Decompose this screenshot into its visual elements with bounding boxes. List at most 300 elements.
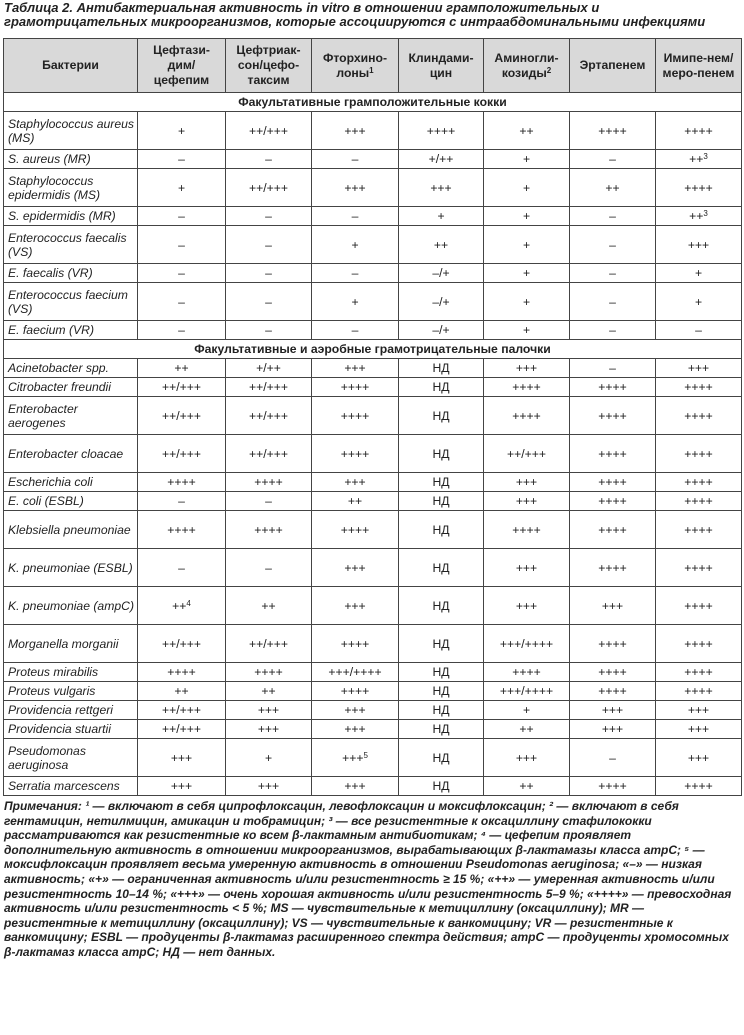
activity-value: ++/+++ [162, 380, 201, 394]
activity-cell [312, 473, 399, 492]
activity-value: +++ [344, 722, 366, 736]
activity-cell [484, 663, 570, 682]
activity-value: – [609, 266, 616, 280]
activity-value: – [695, 323, 702, 337]
activity-value: + [522, 152, 531, 166]
table-row [4, 663, 742, 682]
activity-value: НД [432, 779, 450, 793]
footnote-mark: 3 [703, 152, 708, 161]
activity-value: НД [432, 408, 450, 423]
activity-value: +++ [344, 475, 366, 489]
activity-value: +++/++++ [499, 684, 554, 698]
activity-cell [484, 549, 570, 587]
activity-cell [226, 283, 312, 321]
activity-value: –/+ [432, 266, 450, 280]
activity-cell [399, 397, 484, 435]
activity-cell [399, 321, 484, 340]
activity-value: + [522, 180, 531, 195]
activity-value: – [351, 323, 359, 337]
activity-cell [312, 511, 399, 549]
table-row [4, 283, 742, 321]
section-title: Факультативные грамположительные кокки [4, 93, 742, 112]
activity-value: ++++ [512, 665, 541, 679]
activity-value: – [265, 560, 272, 575]
table-row [4, 264, 742, 283]
activity-value: –/+ [432, 294, 450, 309]
activity-cell [138, 701, 226, 720]
activity-value: + [522, 703, 531, 717]
activity-cell [138, 169, 226, 207]
activity-cell [138, 777, 226, 796]
activity-cell [656, 473, 742, 492]
footnote-mark: 5 [363, 750, 368, 760]
activity-cell [312, 264, 399, 283]
table-body [4, 93, 742, 796]
activity-value: НД [432, 665, 450, 679]
activity-value: ++++ [512, 380, 541, 394]
activity-cell [399, 226, 484, 264]
activity-value: ++++ [684, 779, 713, 793]
activity-cell [138, 226, 226, 264]
activity-cell [656, 207, 742, 226]
activity-cell [312, 112, 399, 150]
activity-value: +++ [515, 750, 538, 765]
activity-value: – [265, 266, 272, 280]
activity-table [3, 38, 742, 796]
activity-value: +++ [344, 180, 366, 195]
activity-value: ++/+++ [162, 703, 201, 717]
activity-cell [226, 625, 312, 663]
activity-cell [312, 435, 399, 473]
activity-value: ++++ [684, 123, 713, 138]
bacteria-name: Escherichia coli [4, 473, 138, 492]
activity-value: +++ [515, 361, 538, 375]
activity-cell [484, 435, 570, 473]
activity-cell [226, 207, 312, 226]
activity-cell [312, 777, 399, 796]
activity-cell [656, 283, 742, 321]
activity-value: +++ [687, 750, 710, 765]
bacteria-name: Enterobacter cloacae [4, 435, 138, 473]
activity-value: + [351, 237, 359, 252]
bacteria-name: Morganella morganii [4, 625, 138, 663]
activity-value: ++++ [167, 475, 196, 489]
activity-value: ++++ [684, 665, 713, 679]
activity-cell [138, 397, 226, 435]
activity-value: – [609, 361, 616, 375]
activity-cell [570, 207, 656, 226]
activity-value: + [351, 294, 359, 309]
activity-value: +++ [687, 703, 710, 717]
table-row [4, 321, 742, 340]
activity-value: – [178, 294, 185, 309]
table-row [4, 720, 742, 739]
activity-value: +++ [344, 703, 366, 717]
activity-value: +++ [342, 750, 364, 765]
activity-value: – [178, 266, 185, 280]
header-bacteria [4, 39, 138, 93]
activity-value: НД [432, 750, 450, 765]
bacteria-name: Staphylococcus epidermidis (MS) [4, 169, 138, 207]
activity-value: + [694, 294, 703, 309]
table-row [4, 739, 742, 777]
header-footnote-mark: 1 [369, 65, 374, 75]
activity-value: ++/+++ [249, 408, 288, 423]
activity-cell [484, 625, 570, 663]
activity-cell [138, 682, 226, 701]
activity-cell [656, 549, 742, 587]
activity-cell [226, 112, 312, 150]
activity-value: – [178, 494, 185, 508]
activity-value: ++ [605, 180, 620, 195]
table-row [4, 397, 742, 435]
activity-value: + [522, 323, 531, 337]
activity-cell [570, 625, 656, 663]
activity-cell [656, 625, 742, 663]
table-row [4, 169, 742, 207]
activity-cell [656, 321, 742, 340]
bacteria-name: Staphylococcus aureus (MS) [4, 112, 138, 150]
activity-value: ++++ [340, 446, 370, 461]
activity-cell [656, 150, 742, 169]
activity-value: ++++ [598, 522, 627, 537]
activity-cell [570, 112, 656, 150]
activity-cell [484, 169, 570, 207]
activity-cell [570, 492, 656, 511]
activity-value: ++++ [254, 522, 283, 537]
activity-value: ++/+++ [162, 722, 201, 736]
activity-cell [226, 435, 312, 473]
activity-cell [138, 739, 226, 777]
activity-cell [312, 492, 399, 511]
activity-value: НД [432, 446, 450, 461]
activity-cell [399, 492, 484, 511]
footnote-mark: 4 [186, 598, 191, 608]
bacteria-name: Klebsiella pneumoniae [4, 511, 138, 549]
activity-value: +++ [515, 598, 538, 613]
activity-cell [226, 359, 312, 378]
activity-value: +++ [344, 361, 366, 375]
activity-value: ++++ [684, 475, 713, 489]
activity-cell [138, 264, 226, 283]
table-row [4, 587, 742, 625]
activity-value: – [265, 152, 272, 166]
activity-value: +++/++++ [499, 636, 554, 651]
activity-value: ++++ [340, 684, 370, 698]
activity-value: ++ [261, 684, 276, 698]
activity-value: +++ [601, 598, 624, 613]
activity-value: – [178, 209, 185, 223]
activity-cell [656, 701, 742, 720]
activity-cell [226, 701, 312, 720]
activity-value: НД [432, 560, 450, 575]
activity-value: +++ [687, 361, 710, 375]
activity-value: ++/+++ [249, 123, 288, 138]
activity-value: ++/+++ [162, 636, 201, 651]
activity-cell [226, 226, 312, 264]
activity-cell [570, 720, 656, 739]
activity-value: ++++ [684, 380, 713, 394]
activity-cell [312, 625, 399, 663]
table-row [4, 549, 742, 587]
activity-cell [656, 397, 742, 435]
activity-cell [656, 435, 742, 473]
activity-value: + [177, 180, 186, 195]
activity-cell [399, 359, 484, 378]
activity-value: ++++ [340, 636, 370, 651]
activity-cell [138, 663, 226, 682]
activity-cell [138, 321, 226, 340]
activity-value: НД [432, 598, 450, 613]
activity-value: +++ [515, 475, 538, 489]
activity-cell [570, 682, 656, 701]
bacteria-name: E. coli (ESBL) [4, 492, 138, 511]
header-antibiotic [138, 39, 226, 93]
header-antibiotic [656, 39, 742, 93]
table-header-row [4, 39, 742, 93]
activity-value: – [609, 294, 616, 309]
footnote-mark: 3 [703, 209, 708, 218]
bacteria-name: S. aureus (MR) [4, 150, 138, 169]
activity-cell [399, 720, 484, 739]
activity-cell [656, 264, 742, 283]
activity-cell [226, 682, 312, 701]
activity-value: – [609, 209, 616, 223]
activity-cell [399, 549, 484, 587]
table-notes: Примечания: ¹ — включают в себя ципрофлоксацин, левофлоксацин и моксифлоксацин; ² — включают в себя гентамицин, нетилмицин, амикацин и тобрамицин; ³ — все резистентные к оксациллину стафилококки рассматриваются как резистентные ко всем β-лактамным антибиотикам; ⁴ — цефепим проявляет дополнительную активность в отношении микроорганизмов, вырабатывающих β-лактамазы класса ampC; ⁵ — моксифлоксацин проявляет весьма умеренную активность в отношении Pseudomonas aeruginosa; «–» — низкая активность; «+» — ограниченная активность и/или резистентность ≥ 15 %; «++» — умеренная активность и/или резистентность 10–14 %; «+++» — очень хорошая активность и/или резистентность 5–9 %; «++++» — превосходная активность и/или резистентность < 5 %; MS — чувствительные к метициллину (оксациллину); MR — резистентные к метициллину (оксациллину); VS — чувствительные к ванкомицину; VR — резистентные к ванкомицину; ESBL — продуценты β-лактамаз расширенного спектра действия; ampC — продуценты хромосомных β-лактамаз класса ampC; НД — нет данных. [4, 799, 732, 959]
activity-cell [312, 549, 399, 587]
bacteria-name: Pseudomonas aeruginosa [4, 739, 138, 777]
activity-value: – [265, 237, 272, 252]
table-row [4, 682, 742, 701]
activity-value: +++ [170, 779, 193, 793]
activity-cell [570, 511, 656, 549]
table-row [4, 207, 742, 226]
activity-value: ++++ [684, 522, 713, 537]
header-antibiotic [484, 39, 570, 93]
activity-cell [399, 701, 484, 720]
activity-cell [570, 549, 656, 587]
bacteria-name: K. pneumoniae (ampC) [4, 587, 138, 625]
activity-value: ++++ [598, 665, 627, 679]
activity-cell [656, 112, 742, 150]
activity-cell [312, 359, 399, 378]
activity-value: ++++ [598, 408, 627, 423]
header-label: Имипе-нем/меро-пенем [662, 50, 735, 80]
activity-cell [484, 112, 570, 150]
activity-value: – [178, 237, 185, 252]
activity-cell [570, 435, 656, 473]
activity-value: ++++ [598, 494, 627, 508]
table-row [4, 511, 742, 549]
activity-value: +++ [344, 598, 366, 613]
bacteria-name: Enterococcus faecium (VS) [4, 283, 138, 321]
activity-value: ++ [519, 123, 534, 138]
header-label: Эртапенем [579, 58, 646, 72]
activity-value: НД [432, 722, 450, 736]
header-label: Бактерии [42, 58, 99, 72]
activity-value: +++ [344, 779, 366, 793]
activity-cell [399, 378, 484, 397]
activity-value: – [609, 323, 616, 337]
activity-value: – [351, 209, 359, 223]
activity-value: ++/+++ [249, 180, 288, 195]
table-row [4, 359, 742, 378]
activity-cell [656, 359, 742, 378]
activity-value: +++ [515, 494, 538, 508]
bacteria-name: Enterococcus faecalis (VS) [4, 226, 138, 264]
activity-cell [312, 720, 399, 739]
activity-value: ++++ [426, 123, 456, 138]
activity-value: НД [432, 522, 450, 537]
activity-cell [399, 473, 484, 492]
activity-cell [312, 321, 399, 340]
table-row [4, 777, 742, 796]
activity-cell [226, 587, 312, 625]
bacteria-name: Serratia marcescens [4, 777, 138, 796]
activity-cell [226, 663, 312, 682]
activity-value: – [178, 560, 185, 575]
activity-cell [656, 492, 742, 511]
bacteria-name: E. faecalis (VR) [4, 264, 138, 283]
activity-value: +++ [687, 237, 710, 252]
activity-value: +/++ [256, 361, 281, 375]
activity-cell [138, 378, 226, 397]
activity-cell [484, 682, 570, 701]
activity-cell [484, 321, 570, 340]
activity-cell [312, 663, 399, 682]
section-row [4, 93, 742, 112]
activity-value: НД [432, 494, 450, 508]
activity-cell [570, 473, 656, 492]
activity-cell [312, 397, 399, 435]
activity-cell [226, 777, 312, 796]
section-title: Факультативные и аэробные грамотрицательные палочки [4, 340, 742, 359]
activity-value: +++/++++ [328, 665, 382, 679]
activity-value: – [178, 323, 185, 337]
activity-value: НД [432, 361, 450, 375]
activity-value: + [694, 266, 703, 280]
activity-value: ++++ [598, 446, 627, 461]
activity-cell [226, 473, 312, 492]
activity-value: ++ [174, 684, 189, 698]
activity-value: +++ [257, 722, 280, 736]
activity-cell [570, 397, 656, 435]
activity-cell [570, 587, 656, 625]
activity-value: ++++ [254, 475, 283, 489]
activity-cell [226, 720, 312, 739]
activity-value: – [609, 750, 616, 765]
activity-cell [656, 169, 742, 207]
activity-value: +++ [601, 703, 624, 717]
activity-value: ++++ [598, 684, 627, 698]
activity-cell [484, 492, 570, 511]
activity-value: ++++ [598, 123, 627, 138]
activity-cell [226, 492, 312, 511]
activity-cell [138, 473, 226, 492]
activity-cell [399, 283, 484, 321]
header-footnote-mark: 2 [546, 65, 552, 75]
activity-value: ++/+++ [162, 408, 201, 423]
table-row [4, 435, 742, 473]
activity-value: ++/+++ [249, 380, 288, 394]
activity-cell [138, 511, 226, 549]
bacteria-name: Proteus mirabilis [4, 663, 138, 682]
activity-value: – [265, 209, 272, 223]
activity-cell [656, 226, 742, 264]
activity-value: – [351, 266, 359, 280]
activity-cell [312, 283, 399, 321]
activity-cell [656, 663, 742, 682]
activity-value: ++/+++ [507, 446, 546, 461]
activity-cell [226, 378, 312, 397]
activity-cell [570, 777, 656, 796]
bacteria-name: E. faecium (VR) [4, 321, 138, 340]
activity-value: НД [432, 475, 450, 489]
activity-cell [399, 625, 484, 663]
activity-value: ++ [174, 361, 189, 375]
table-row [4, 492, 742, 511]
activity-cell [138, 207, 226, 226]
bacteria-name: Providencia rettgeri [4, 701, 138, 720]
activity-value: ++++ [167, 665, 196, 679]
activity-cell [138, 150, 226, 169]
activity-value: ++++ [684, 180, 713, 195]
bacteria-name: Providencia stuartii [4, 720, 138, 739]
activity-cell [656, 739, 742, 777]
activity-cell [226, 169, 312, 207]
bacteria-name: Enterobacter aerogenes [4, 397, 138, 435]
activity-cell [484, 587, 570, 625]
table-row [4, 378, 742, 397]
activity-value: +/++ [428, 152, 454, 166]
activity-value: ++/+++ [249, 636, 288, 651]
table-row [4, 226, 742, 264]
header-label: Аминогли-козиды [494, 50, 559, 80]
activity-value: ++++ [684, 446, 713, 461]
activity-value: ++/+++ [162, 446, 201, 461]
bacteria-name: S. epidermidis (MR) [4, 207, 138, 226]
activity-value: ++ [689, 152, 704, 166]
activity-value: –/+ [432, 323, 450, 337]
activity-cell [484, 359, 570, 378]
activity-value: – [178, 152, 185, 166]
activity-cell [312, 169, 399, 207]
activity-value: ++++ [598, 475, 627, 489]
activity-cell [399, 777, 484, 796]
activity-cell [484, 207, 570, 226]
activity-cell [399, 663, 484, 682]
header-antibiotic [312, 39, 399, 93]
activity-cell [484, 378, 570, 397]
activity-cell [226, 739, 312, 777]
activity-value: +++ [344, 560, 366, 575]
activity-cell [570, 226, 656, 264]
bacteria-name: K. pneumoniae (ESBL) [4, 549, 138, 587]
activity-cell [570, 264, 656, 283]
activity-cell [312, 682, 399, 701]
activity-value: +++ [170, 750, 193, 765]
activity-cell [138, 720, 226, 739]
activity-cell [312, 701, 399, 720]
activity-value: НД [432, 684, 450, 698]
activity-value: ++++ [598, 380, 627, 394]
table-title: Таблица 2. Антибактериальная активность in vitro в отношении грамположительных и грамотрицательных микроорганизмов, которые ассоциируются с интраабдоминальными инфекциями [4, 0, 706, 29]
activity-value: – [265, 494, 272, 508]
activity-cell [399, 112, 484, 150]
activity-value: ++++ [340, 380, 370, 394]
activity-value: ++ [433, 237, 449, 252]
